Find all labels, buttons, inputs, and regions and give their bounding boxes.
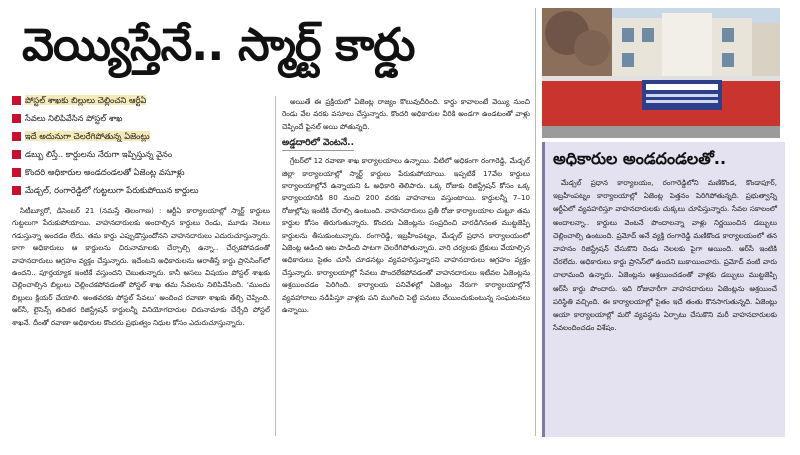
bullet-item: పోస్టల్ శాఖకు బిల్లులు చెల్లించని ఆర్టీఏ — [12, 92, 282, 108]
bullet-item: సేవలు నిలిపివేసిన పోస్టల్ శాఖ — [12, 110, 282, 126]
bullet-square-icon — [12, 186, 21, 195]
bullet-square-icon — [12, 132, 21, 141]
sidebar-paragraph: మేడ్చల్ ప్రధాన కార్యాలయం, రంగారెడ్డిలోని మణికొండ, కొండాపూర్, ఇబ్రహీంపట్నం కార్యాలయాల్లో ఏజెంట్ల పెత్తనం పెరిగిపోతున్నది. ప్రభుత్వాన్ని ఆర్టీఏలో వ్యవహరిస్తూ వాహనదారులకు చుక్కలు చూపిస్తున్నారు. సేవల సకాలంలో అందాలన్నా.. కార్డులు వెంటనే పొందాలన్నా వాళ్లు నిర్ణయించిన డబ్బులు చెల్లించాల్సి ఉంటుంది. ప్రమోద్ అనే వ్యక్తి రంగారెడ్డి మణికొండ కార్యాలయంలో తన వాహనం రిజిస్ట్రేషన్ చేసుకొని రెండు నెలలకు పైగా అయింది. ఆర్‌సీ ఇంటికి చేరలేదు. అధికారులు కార్డు ప్రాసెస్‌లో ఉందని బుకాయించారు. ప్రమోద్‌ వంటి వారు చాలామంది ఉన్నారు. ఏజెంట్లను ఆశ్రయించడంతో వాళ్లకు డబ్బులు ముట్టజెప్పి ఆర్‌సీ కార్డు పొందారు. ఇది రోజువారీగా వాహనదారులు ఏజెంట్లను ఆశ్రయించే పరిస్థితి వచ్చింది. ఈ కార్యాలయాల్లో సైతం ఇదే తంతు కొనసాగుతున్నది. ఏజెంట్లు ఆయా కార్యాలయాల్లో మరో వ్యవస్థను ఏర్పాటు చేసుకొని మరీ వాహనదారులకు సేవలందించడం విశేషం. — [553, 178, 777, 333]
bullet-item: మేడ్చల్, రంగారెడ్డిలో గుట్టలుగా పేరుకుపోయిన కార్డులు — [12, 182, 282, 198]
article-column-1 — [12, 205, 270, 433]
sidebar-text — [545, 174, 785, 336]
bullet-square-icon — [12, 150, 21, 159]
article-paragraph: గ్రేటర్‌లో 12 రవాణా శాఖ కార్యాలయాలు ఉన్నాయి. వీటిలో అధికంగా రంగారెడ్డి, మేడ్చల్ జిల్లా కార్యాలయాల్లో స్మార్ట్ కార్డులు పేరుకుపోయాయి. ఇప్పటికే 17వేల కార్డులు కార్యాలయాల్లోనే ఉన్నాయని ఓ అధికారి తెలిపారు. ఒక్క రోజుకు రిజిస్ట్రేషన్ కోసం ఒక్క కార్యాలయానికి 80 నుంచి 200 వరకు వాహనాలు వస్తుంటాయి. కార్డులన్నీ 7–10 రోజుల్లోపు ఇంటికి చేరాల్సి ఉంటుంది. వాహనదారులు ప్రతీ రోజు కార్యాలయాల చుట్టూ తమ కార్డుల కోసం తిరుగుతున్నారు. కొందరు ఏజెంట్లను సంప్రదించి వారడిగినంత ముట్టజెప్పి కార్డులను తీసుకుంటున్నారు. రంగారెడ్డి, ఇబ్రహీంపట్నం, మేడ్చల్ ప్రధాన కార్యాలయంలో ఏజెంట్ల ఆడింది ఆట పాడింది పాటగా చెలరేగిపోతున్నారు. వారి చర్యలకు బ్రేకులు వేయాల్సిన అధికారులు సైతం చూసీ చూడనట్లు వ్యవహరిస్తున్నారని వాహనదారులు ఆగ్రహం వ్యక్తం చేస్తున్నారు. కార్యాలయాల్లో సేవలు పొందలేకపోవడంతో వాహనదారులు ఇటీవల ఏజెంట్లను ఆశ్రయించడం పెరిగింది. కార్యాలయ పనివేళల్లో ఏజెంట్లు నేరుగా కార్యాలయాల్లోనే వ్యవహారాలు నడిపిస్తూ వాళ్లకు పని ముగించి పెట్టి పనులు చేయించుకుంటున్న సంఘటనలు ఉన్నాయి. — [282, 156, 530, 315]
building-photo-illustration — [542, 8, 780, 138]
bullet-item: డబ్బు లిస్తే.. కార్డులను నేరుగా ఇప్పిస్తున్న వైనం — [12, 146, 282, 162]
headline: వెయ్యిస్తేనే.. స్మార్ట్ కార్డు — [22, 18, 415, 71]
column-divider — [535, 8, 536, 436]
article-column-2 — [282, 96, 530, 436]
bullet-item: ఇదే అదునుగా చెలరేగిపోతున్న ఏజెంట్లు — [12, 128, 282, 144]
sidebar-title: అధికారుల అండదండలతో.. — [553, 149, 727, 168]
bullet-list — [12, 92, 282, 200]
bullet-square-icon — [12, 114, 21, 123]
rto-office-photo — [542, 8, 780, 138]
column-divider — [275, 96, 276, 436]
bullet-square-icon — [12, 168, 21, 177]
bullet-item: కొందరి అధికారుల అండదండలతో ఏజెంట్ల వసూళ్లు — [12, 164, 282, 180]
article-paragraph: సిటీబ్యూరో, డిసెంబర్ 21 (నమస్తే తెలంగాణ) : ఆర్టీఏ కార్యాలయాల్లో స్మార్ట్ కార్డులు గుట్టలుగా పేరుకుపోయాయి. వాహనదారులకు అందాల్సిన కార్డులు రెండు, మూడు నెలలు గడుస్తున్నా అందడం లేదు. తమ కార్డు ఎప్పుడొస్తుందోనని వాహనదారులు ఎదురుచూస్తున్నారు. కాగా అధికారులు ఆ కార్డులను చిరునామాలకు చేర్చాల్సి ఉన్నా.. చేర్చకపోవడంతో వాహనదారులు ఆగ్రహం వ్యక్తం చేస్తున్నారు. ఇదేంటని అధికారులను ఆరాతీస్తే కార్డు ప్రాసెసింగ్‌లో ఉందని.. పూర్తయ్యాక ఇంటికే వస్తుందని చెబుతున్నారు. కానీ అసలు విషయం పోస్టల్ శాఖకు చెల్లించాల్సిన బిల్లులు చెల్లించకపోవడంతో పోస్టల్ శాఖ తమ సేవలను నిలిపివేసింది. ‘ముందు బిల్లులు క్లియర్ చేయాలి. అంతవరకు పోస్టల్ సేవలు’ అందించ రవాణా శాఖకు తేల్చి చెప్పింది. ఆర్‌సీ, లైసెన్స్ తదితర రిజిస్ట్రేషన్ కార్డులన్నీ వినియోగదారుల చిరునామాకు చేర్చేది పోస్టల్ శాఖనే. దీంతో రవాణా అధికారుల కొందరు ప్రభుత్వం నిధుల కోసం ఎదురుచూస్తున్నారు. — [12, 206, 270, 327]
article-paragraph: అయితే ఈ ప్రక్రియలో ఏజెంట్ల రాజ్యం కొలువుదీరింది. కార్డు కావాలంటే వెయ్యి నుంచి రెండు వేల వరకు వసూలు చేస్తున్నారు. కొందరి అధికారుల వీరికి అండగా ఉండటంతో వాళ్లు చెప్పిందే ఫైనల్ అయి పోతున్నది. — [282, 97, 530, 131]
bullet-square-icon — [12, 96, 21, 105]
sidebar-box — [542, 142, 785, 437]
article-subheading: అడ్డదారిలో వెంటనే.. — [282, 136, 354, 151]
